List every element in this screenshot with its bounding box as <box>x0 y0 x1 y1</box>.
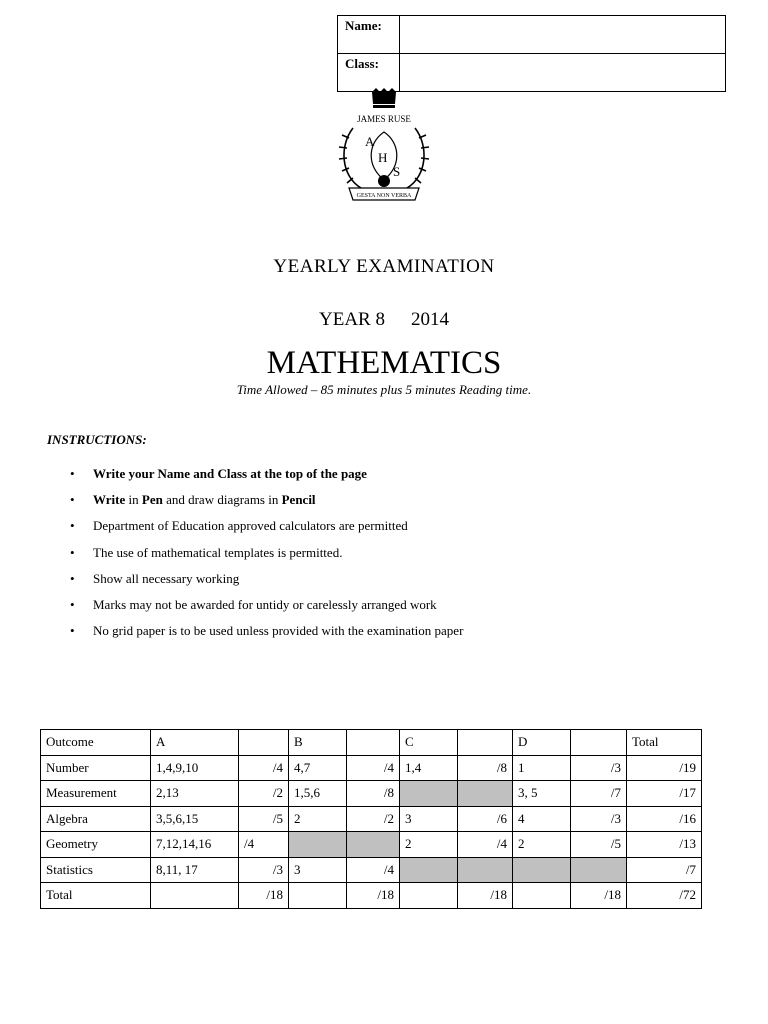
table-cell: Total <box>627 730 702 756</box>
year-heading: YEAR 8 2014 <box>319 309 449 330</box>
table-cell: /2 <box>239 781 289 807</box>
table-cell <box>458 781 513 807</box>
name-class-box <box>337 15 726 92</box>
table-cell: 3,5,6,15 <box>151 806 239 832</box>
table-cell: Number <box>41 755 151 781</box>
time-allowed: Time Allowed – 85 minutes plus 5 minutes Reading time. <box>236 382 532 397</box>
table-cell: /3 <box>571 755 627 781</box>
table-cell: C <box>400 730 458 756</box>
table-cell: B <box>289 730 347 756</box>
table-cell: 3 <box>400 806 458 832</box>
instruction-item: • The use of mathematical templates is permitted. <box>68 545 463 571</box>
svg-text:A: A <box>365 134 375 149</box>
table-cell: /7 <box>571 781 627 807</box>
table-cell: /8 <box>458 755 513 781</box>
table-row <box>41 832 702 858</box>
table-cell: 2 <box>513 832 571 858</box>
table-row <box>41 883 702 909</box>
class-field[interactable] <box>400 54 726 92</box>
table-cell: 4 <box>513 806 571 832</box>
table-row <box>41 755 702 781</box>
table-cell: Measurement <box>41 781 151 807</box>
table-cell: /6 <box>458 806 513 832</box>
table-row <box>41 781 702 807</box>
table-cell <box>513 883 571 909</box>
table-cell <box>400 781 458 807</box>
table-row <box>41 806 702 832</box>
table-cell: /2 <box>347 806 400 832</box>
table-row <box>41 730 702 756</box>
instruction-item: • No grid paper is to be used unless provided with the examination paper <box>68 623 463 649</box>
table-cell: /18 <box>571 883 627 909</box>
name-field[interactable] <box>400 16 726 54</box>
instruction-item: • Department of Education approved calculators are permitted <box>68 518 463 544</box>
table-cell: /17 <box>627 781 702 807</box>
table-cell: /18 <box>239 883 289 909</box>
table-cell: Outcome <box>41 730 151 756</box>
table-row <box>41 857 702 883</box>
table-cell: 2,13 <box>151 781 239 807</box>
svg-text:H: H <box>378 150 388 165</box>
table-cell <box>347 832 400 858</box>
table-cell <box>458 730 513 756</box>
instruction-item: • Write in Pen and draw diagrams in Pencil <box>68 492 463 518</box>
table-cell: /4 <box>347 755 400 781</box>
table-cell: 8,11, 17 <box>151 857 239 883</box>
table-cell <box>513 857 571 883</box>
table-cell <box>151 883 239 909</box>
table-cell: /19 <box>627 755 702 781</box>
table-cell: /3 <box>239 857 289 883</box>
table-cell: /5 <box>571 832 627 858</box>
table-cell: /3 <box>571 806 627 832</box>
table-cell: /4 <box>239 755 289 781</box>
table-cell: 2 <box>289 806 347 832</box>
table-cell: 7,12,14,16 <box>151 832 239 858</box>
instruction-item: • Write your Name and Class at the top of the page <box>68 466 463 492</box>
table-cell: D <box>513 730 571 756</box>
table-cell: A <box>151 730 239 756</box>
outcomes-table <box>40 729 702 909</box>
table-cell: 2 <box>400 832 458 858</box>
table-cell <box>458 857 513 883</box>
table-cell: Total <box>41 883 151 909</box>
table-cell <box>571 730 627 756</box>
crest-motto: GESTA NON VERBA <box>356 193 412 199</box>
school-crest-logo <box>335 88 433 206</box>
table-cell: 1,5,6 <box>289 781 347 807</box>
table-cell: /7 <box>627 857 702 883</box>
table-cell <box>289 832 347 858</box>
table-cell: /18 <box>347 883 400 909</box>
instruction-item: • Show all necessary working <box>68 571 463 597</box>
table-cell: 1,4,9,10 <box>151 755 239 781</box>
table-cell <box>400 883 458 909</box>
table-cell: 3 <box>289 857 347 883</box>
table-cell: 3, 5 <box>513 781 571 807</box>
table-cell: /4 <box>347 857 400 883</box>
table-cell: /18 <box>458 883 513 909</box>
table-cell <box>347 730 400 756</box>
table-cell <box>289 883 347 909</box>
instructions-list <box>68 466 463 649</box>
table-cell: Statistics <box>41 857 151 883</box>
table-cell: /4 <box>458 832 513 858</box>
table-cell: /8 <box>347 781 400 807</box>
svg-text:S: S <box>393 164 401 179</box>
table-cell: Algebra <box>41 806 151 832</box>
table-cell: 1 <box>513 755 571 781</box>
instruction-item: • Marks may not be awarded for untidy or carelessly arranged work <box>68 597 463 623</box>
table-cell: /13 <box>627 832 702 858</box>
instructions-heading: INSTRUCTIONS: <box>47 432 147 447</box>
table-cell <box>571 857 627 883</box>
table-cell: 1,4 <box>400 755 458 781</box>
subject-heading: MATHEMATICS <box>266 345 502 381</box>
table-cell: /16 <box>627 806 702 832</box>
table-cell <box>400 857 458 883</box>
crest-top-text: JAMES RUSE <box>357 114 411 124</box>
table-cell: /5 <box>239 806 289 832</box>
table-cell: 4,7 <box>289 755 347 781</box>
table-cell <box>239 730 289 756</box>
table-cell: /72 <box>627 883 702 909</box>
name-label: Name: <box>338 16 400 54</box>
class-label: Class: <box>338 54 400 92</box>
table-cell: Geometry <box>41 832 151 858</box>
exam-type-heading: YEARLY EXAMINATION <box>273 256 495 277</box>
table-cell: /4 <box>239 832 289 858</box>
